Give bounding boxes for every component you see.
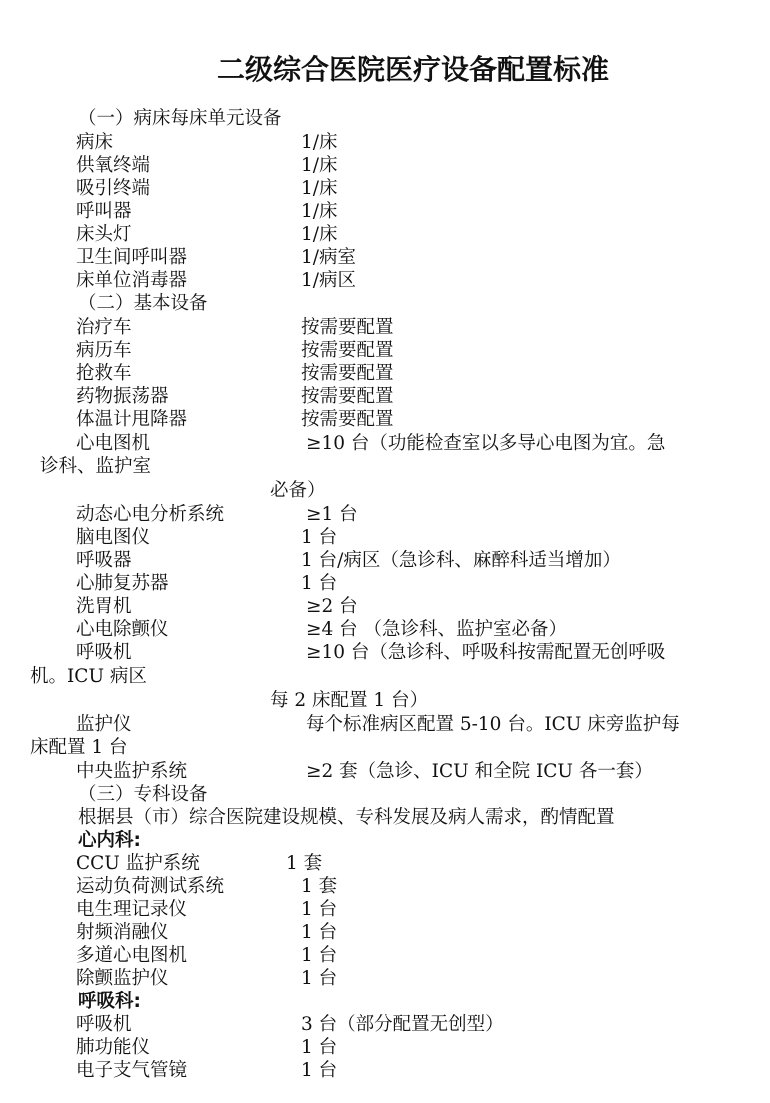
item-name: CCU 监护系统 [76, 853, 200, 874]
item-name: 心电除颤仪 [76, 619, 169, 640]
item-name: 吸引终端 [76, 178, 151, 199]
item-value: 1 台/病区（急诊科、麻醉科适当增加） [301, 550, 621, 571]
item-value: ≥1 台 [306, 504, 358, 525]
section-2-heading: （二）基本设备 [78, 293, 208, 314]
page-title: 二级综合医院医疗设备配置标准 [216, 53, 609, 86]
item-name: 心电图机 [76, 433, 151, 454]
item-value: 按需要配置 [301, 409, 394, 430]
item-name: 抢救车 [76, 363, 132, 384]
item-name: 脑电图仪 [76, 527, 151, 548]
item-name: 呼吸器 [76, 550, 132, 571]
item-value: 1 台 [301, 573, 338, 594]
item-value: 1/床 [301, 224, 338, 245]
item-name: 中央监护系统 [76, 761, 188, 782]
item-name: 药物振荡器 [76, 386, 169, 407]
item-name: 除颤监护仪 [76, 968, 169, 989]
item-name: 床头灯 [76, 224, 132, 245]
item-value: ≥2 套（急诊、ICU 和全院 ICU 各一套） [306, 761, 653, 782]
item-name: 监护仪 [76, 714, 132, 735]
item-value: 1/床 [301, 132, 338, 153]
item-name: 多道心电图机 [76, 945, 188, 966]
item-value: ≥10 台（功能检查室以多导心电图为宜。急 [306, 433, 666, 454]
specialty-intro: 根据县（市）综合医院建设规模、专科发展及病人需求，酌情配置 [78, 807, 615, 828]
item-value: 1 套 [301, 876, 338, 897]
item-name: 呼叫器 [76, 201, 132, 222]
item-value: ≥4 台 （急诊科、监护室必备） [306, 619, 568, 640]
item-value: 1/床 [301, 201, 338, 222]
item-name: 动态心电分析系统 [76, 504, 225, 525]
item-name: 病床 [76, 132, 114, 153]
item-name: 呼吸机 [76, 642, 132, 663]
ventilator-continuation-2: 每 2 床配置 1 台） [270, 690, 429, 711]
respiratory-heading: 呼吸科: [78, 991, 141, 1012]
item-name: 供氧终端 [76, 155, 151, 176]
item-name: 心肺复苏器 [76, 573, 169, 594]
ecg-continuation-2: 必备） [270, 480, 326, 501]
item-value: 1 台 [301, 1060, 338, 1081]
cardiology-heading: 心内科: [78, 830, 141, 851]
item-value: 1 台 [301, 922, 338, 943]
item-name: 肺功能仪 [76, 1037, 151, 1058]
item-value: 3 台（部分配置无创型） [301, 1014, 504, 1035]
item-name: 治疗车 [76, 317, 132, 338]
item-value: 1 台 [301, 945, 338, 966]
item-value: 1 台 [301, 527, 338, 548]
item-name: 病历车 [76, 340, 132, 361]
monitor-continuation: 床配置 1 台 [30, 737, 128, 758]
item-name: 床单位消毒器 [76, 270, 188, 291]
item-name: 体温计甩降器 [76, 409, 188, 430]
item-value: 1 台 [301, 1037, 338, 1058]
item-value: 1 套 [286, 853, 323, 874]
item-value: 按需要配置 [301, 317, 394, 338]
section-3-heading: （三）专科设备 [78, 784, 208, 805]
item-name: 卫生间呼叫器 [76, 247, 188, 268]
item-name: 射频消融仪 [76, 922, 169, 943]
item-name: 洗胃机 [76, 596, 132, 617]
item-value: ≥2 台 [306, 596, 358, 617]
item-value: 1 台 [301, 899, 338, 920]
item-value: 按需要配置 [301, 340, 394, 361]
item-value: 1/床 [301, 178, 338, 199]
item-name: 电生理记录仪 [76, 899, 188, 920]
item-name: 呼吸机 [76, 1014, 132, 1035]
ecg-continuation: 诊科、监护室 [40, 456, 152, 477]
item-value: 按需要配置 [301, 386, 394, 407]
item-name: 电子支气管镜 [76, 1060, 188, 1081]
item-value: 1/病区 [301, 270, 357, 291]
section-1-heading: （一）病床每床单元设备 [78, 108, 282, 129]
ventilator-continuation: 机。ICU 病区 [30, 666, 147, 687]
item-name: 运动负荷测试系统 [76, 876, 225, 897]
item-value: 1/床 [301, 155, 338, 176]
item-value: 每个标准病区配置 5-10 台。ICU 床旁监护每 [306, 714, 680, 735]
item-value: 按需要配置 [301, 363, 394, 384]
item-value: 1/病室 [301, 247, 357, 268]
item-value: 1 台 [301, 968, 338, 989]
item-value: ≥10 台（急诊科、呼吸科按需配置无创呼吸 [306, 642, 666, 663]
